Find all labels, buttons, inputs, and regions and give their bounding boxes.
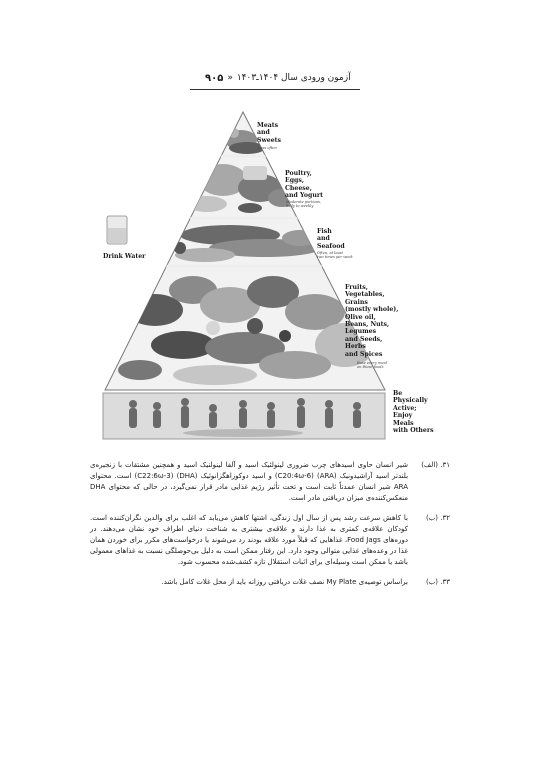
answer-choice: (ب) xyxy=(425,514,438,522)
note-plants: Base every meal on these foods xyxy=(357,361,387,370)
note-meats-sweets: Less often xyxy=(258,146,277,150)
answer-explanation: براساس توصیه‌ی My Plate نصف غلات دریافتی روزانه باید از محل غلات کامل باشد. xyxy=(161,578,408,586)
answer-explanation: با کاهش سرعت رشد پس از سال اول زندگی، اشتها کاهش می‌یابد که اغلب برای والدین نگران‌کننده است. کودکان علاقه‌ی کمتری به غذا دارند و علاقه‌ی بیشتری به شناخت دنیای اطراف خود نشان می‌دهند. در دوره‌های Food Jags، غذاهایی که قبلاً مورد علاقه بودند رد می‌شوند یا درخواست‌های مکرر برای خوردن همان غذا در وعده‌های غذایی متوالی وجود دارد. این رفتار ممکن است به دلیل بی‌حوصلگی نسبت به غذاهای معمولی باشد یا ممکن است وسیله‌ای برای اثبات استقلال تازه کشف‌شده محسوب شود. xyxy=(89,514,408,566)
header-separator: « xyxy=(227,73,233,83)
label-be-physically-active: Be Physically Active; Enjoy Meals with Others xyxy=(393,390,434,435)
note-poultry: Moderate portions, daily to weekly xyxy=(286,200,322,209)
pyramid-illustration xyxy=(95,100,435,445)
question-number: ۳۲. xyxy=(440,514,450,522)
label-fruits-vegetables-grains: Fruits, Vegetables, Grains (mostly whole), Olive oil, Beans, Nuts, Legumes and Seeds, Herbs and Spices xyxy=(345,284,399,358)
answer-choice: (ب) xyxy=(425,578,438,586)
tier-poultry-eggs-cheese xyxy=(187,164,296,213)
answer-marker xyxy=(408,460,450,504)
header-rule xyxy=(190,89,360,90)
mediterranean-diet-pyramid-figure xyxy=(95,100,435,445)
answer-item xyxy=(90,513,450,568)
answer-marker xyxy=(408,577,450,588)
label-drink-water: Drink Water xyxy=(103,253,146,260)
answer-item xyxy=(90,460,450,504)
page-header xyxy=(205,70,355,86)
label-fish-seafood: Fish and Seafood xyxy=(317,228,345,250)
question-number: ۳۱. xyxy=(440,461,450,469)
label-meats-sweets: Meats and Sweets xyxy=(257,122,282,144)
answer-item xyxy=(90,577,450,588)
activity-band xyxy=(103,393,385,439)
page-number: ۹۰۵ xyxy=(205,72,224,84)
question-number: ۳۳. xyxy=(440,578,450,586)
answer-marker xyxy=(408,513,450,568)
water-glass-icon xyxy=(107,216,127,244)
answer-list xyxy=(90,460,450,597)
answer-choice: (الف) xyxy=(421,461,438,469)
note-fish: Often, at least two times per week xyxy=(317,251,353,260)
answer-explanation: شیر انسان حاوی اسیدهای چرب ضروری لینولئیک اسید و آلفا لینولنیک اسید و همچنین مشتقات با زنجیره‌ی بلندتر اسید آراشیدونیک (ARA) (C20:4ω-6) و اسید دوکوزاهگزانوئیک (DHA) (C22:6ω-3) است. محتوای ARA شیر انسان عمدتاً ثابت است و تحت تأثیر رژیم غذایی مادر قرار نمی‌گیرد، در حالی که محتوای DHA منعکس‌کننده‌ی میزان دریافتی مادر است. xyxy=(90,461,409,502)
label-poultry-eggs-cheese-yogurt: Poultry, Eggs, Cheese, and Yogurt xyxy=(285,170,323,200)
header-title: آزمون ورودی سال ۱۴۰۴ـ۱۴۰۳ xyxy=(236,73,351,83)
